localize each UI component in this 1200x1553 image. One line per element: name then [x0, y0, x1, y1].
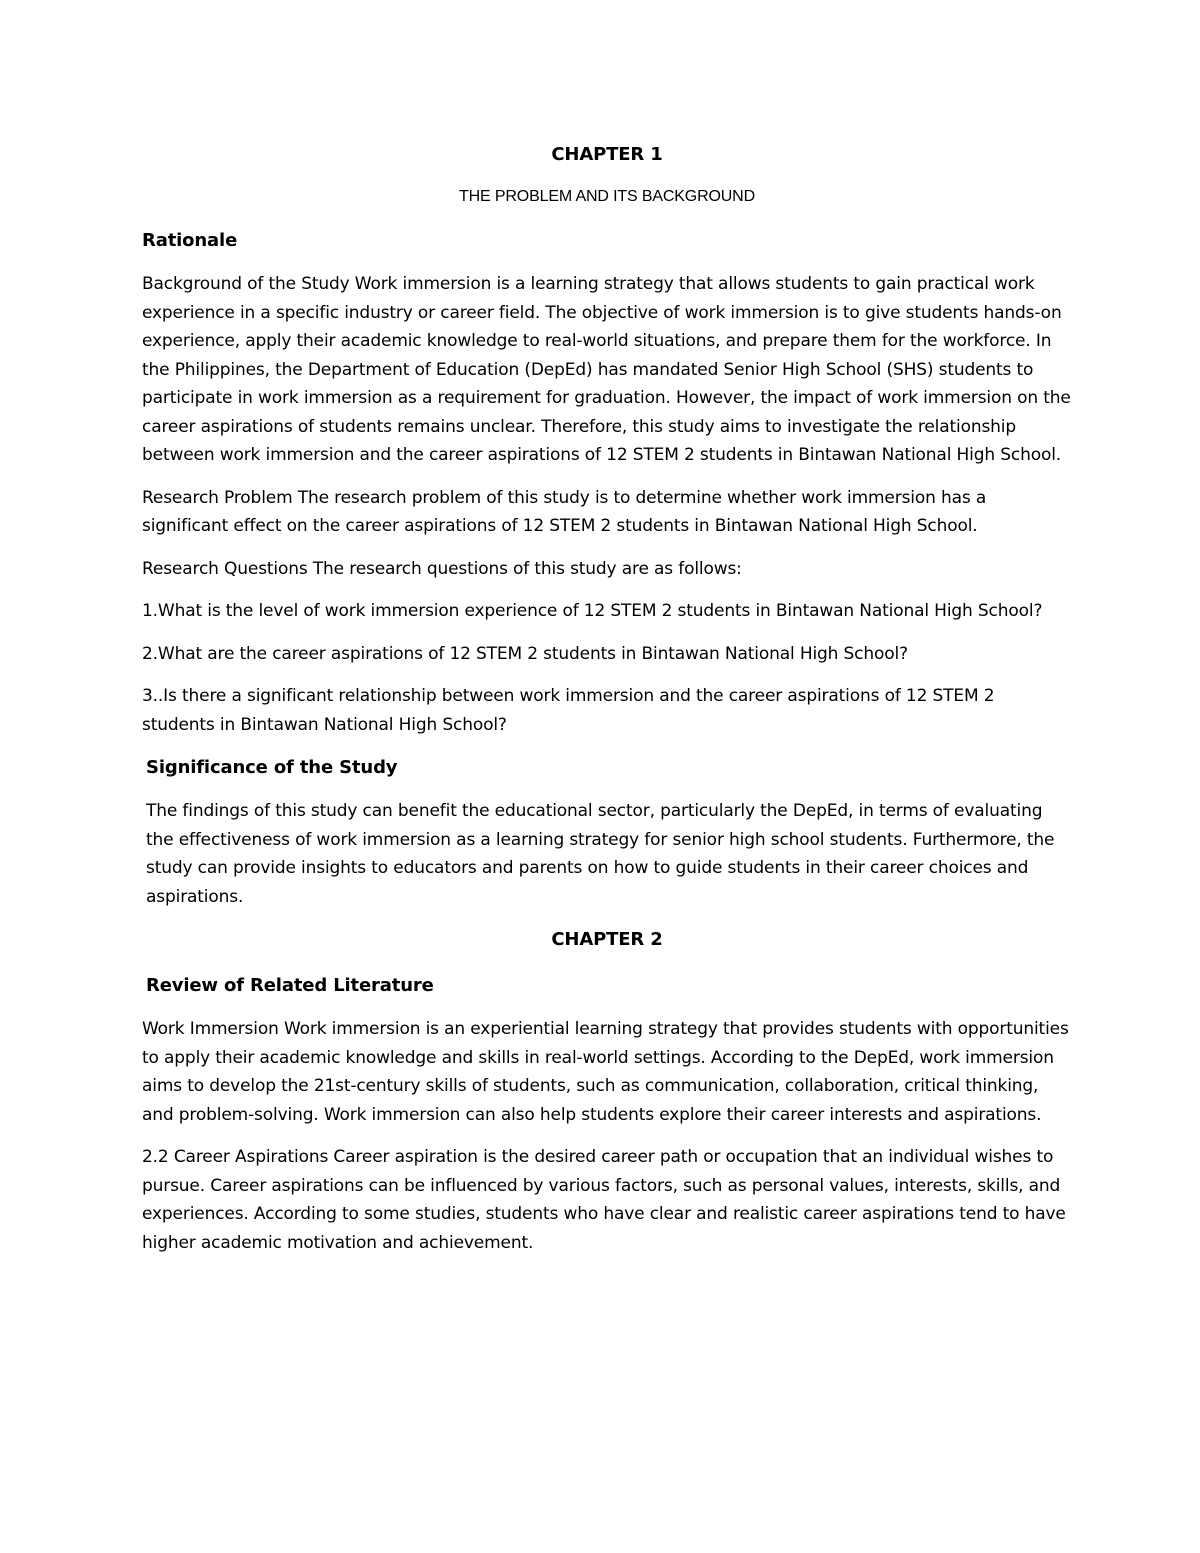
research-question-1: 1.What is the level of work immersion experience of 12 STEM 2 students in Bintawan National High School?	[142, 601, 1043, 621]
research-problem-paragraph: Research Problem The research problem of this study is to determine whether work immersion has a significant effect on the career aspirations of 12 STEM 2 students in Bintawan National High School.	[142, 487, 987, 536]
research-question-3: 3..Is there a significant relationship between work immersion and the career aspirations of 12 STEM 2 students in Bintawan National High School?	[142, 686, 995, 735]
research-question-2: 2.What are the career aspirations of 12 STEM 2 students in Bintawan National High School?	[142, 643, 908, 664]
significance-heading: Significance of the Study	[146, 757, 398, 778]
research-questions-intro: Research Questions The research questions of this study are as follows:	[142, 558, 742, 579]
work-immersion-paragraph: Work Immersion Work immersion is an experiential learning strategy that provides students with opportunities to apply their academic knowledge and skills in real-world settings. According to the DepEd, work immersion aims to develop the 21st-century skills of students, such as communication, collaboration, critical thinking, and problem-solving. Work immersion can also help students explore their career interests and aspirations.	[142, 1019, 1069, 1125]
rationale-heading: Rationale	[142, 230, 238, 251]
review-heading: Review of Related Literature	[146, 975, 434, 996]
chapter-2-title: CHAPTER 2	[551, 929, 663, 950]
chapter-1-subtitle: THE PROBLEM AND ITS BACKGROUND	[459, 188, 755, 205]
significance-paragraph: The findings of this study can benefit the educational sector, particularly the DepEd, in terms of evaluating the effectiveness of work immersion as a learning strategy for senior high school students. Furthermore, the study can provide insights to educators and parents on how to guide students in their career choices and aspirations.	[146, 801, 1055, 907]
career-aspirations-paragraph: 2.2 Career Aspirations Career aspiration is the desired career path or occupation that an individual wishes to pursue. Career aspirations can be influenced by various factors, such as personal values, interests, skills, and experiences. According to some studies, students who have clear and realistic career aspirations tend to have higher academic motivation and achievement.	[142, 1147, 1066, 1253]
background-paragraph: Background of the Study Work immersion is a learning strategy that allows students to gain practical work experience in a specific industry or career field. The objective of work immersion is to give students hands-on experience, apply their academic knowledge to real-world situations, and prepare them for the workforce. In the Philippines, the Department of Education (DepEd) has mandated Senior High School (SHS) students to participate in work immersion as a requirement for graduation. However, the impact of work immersion on the career aspirations of students remains unclear. Therefore, this study aims to investigate the relationship between work immersion and the career aspirations of 12 STEM 2 students in Bintawan National High School.	[142, 274, 1071, 465]
chapter-1-title: CHAPTER 1	[551, 144, 663, 165]
document-body	[142, 140, 1072, 1271]
